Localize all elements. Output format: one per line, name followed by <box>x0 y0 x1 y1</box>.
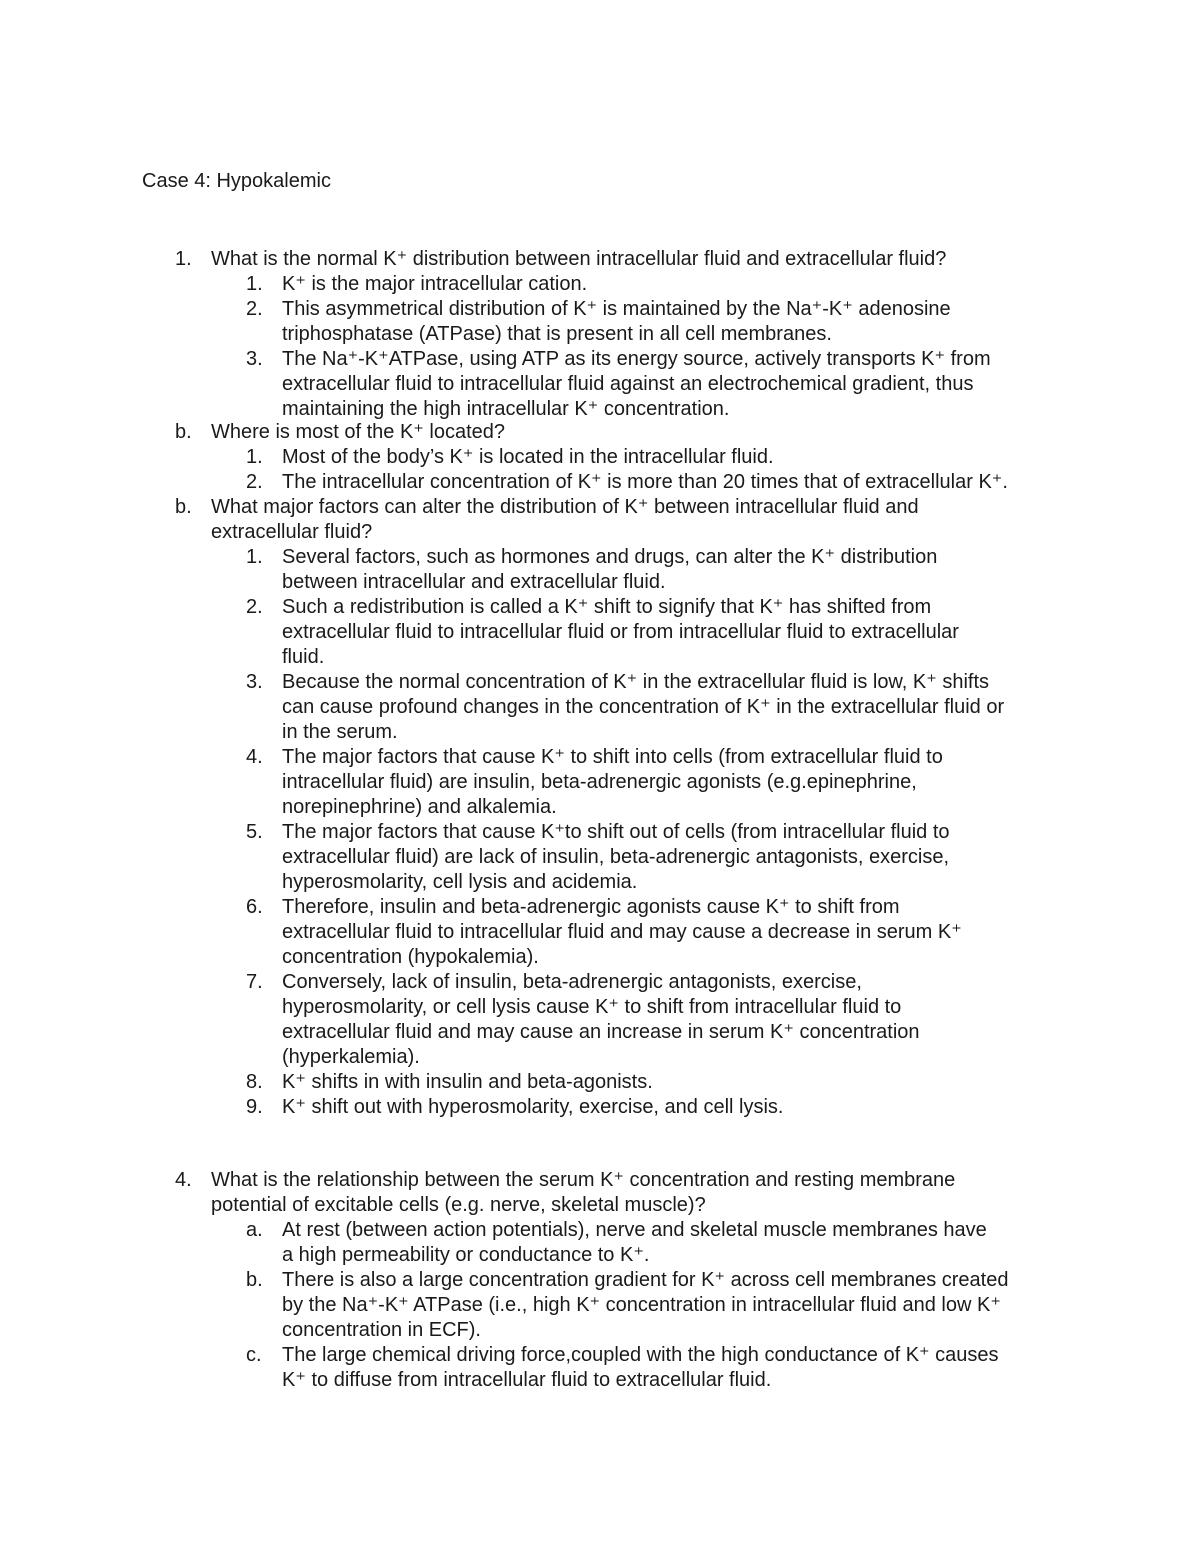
answer-text: Because the normal concentration of K⁺ in the extracellular fluid is low, K⁺ shifts <box>282 671 990 693</box>
answer-line <box>0 870 1200 895</box>
answer-line <box>0 445 1200 470</box>
answer-marker: 1. <box>246 546 263 568</box>
answer-line <box>0 695 1200 720</box>
answer-line <box>0 297 1200 322</box>
question-line <box>0 520 1200 545</box>
question-text: potential of excitable cells (e.g. nerve, skeletal muscle)? <box>211 1194 706 1216</box>
answer-marker: 6. <box>246 896 263 918</box>
answer-line <box>0 945 1200 970</box>
answer-marker: 9. <box>246 1096 263 1118</box>
answer-line <box>0 820 1200 845</box>
answer-line <box>0 645 1200 670</box>
answer-text: K⁺ is the major intracellular cation. <box>282 273 588 295</box>
answer-text: hyperosmolarity, or cell lysis cause K⁺ to shift from intracellular fluid to <box>282 996 902 1018</box>
answer-text: maintaining the high intracellular K⁺ concentration. <box>282 398 730 420</box>
answer-line <box>0 1343 1200 1368</box>
answer-line <box>0 720 1200 745</box>
answer-marker: b. <box>246 1269 263 1291</box>
answer-text: This asymmetrical distribution of K⁺ is maintained by the Na⁺-K⁺ adenosine <box>282 298 951 320</box>
question-text: Where is most of the K⁺ located? <box>211 421 506 443</box>
answer-marker: 4. <box>246 746 263 768</box>
answer-line <box>0 1293 1200 1318</box>
answer-line <box>0 745 1200 770</box>
answer-line <box>0 1268 1200 1293</box>
answer-text: Therefore, insulin and beta-adrenergic agonists cause K⁺ to shift from <box>282 896 900 918</box>
question-text: extracellular fluid? <box>211 521 373 543</box>
question-line <box>0 247 1200 272</box>
answer-marker: 2. <box>246 471 263 493</box>
answer-text: The intracellular concentration of K⁺ is more than 20 times that of extracellular K⁺. <box>282 471 1008 493</box>
answer-line <box>0 372 1200 397</box>
answer-text: concentration in ECF). <box>282 1319 481 1341</box>
answer-text: extracellular fluid to intracellular fluid or from intracellular fluid to extracellular <box>282 621 959 643</box>
question-text: What is the normal K⁺ distribution between intracellular fluid and extracellular fluid? <box>211 248 947 270</box>
question-text: What is the relationship between the serum K⁺ concentration and resting membrane <box>211 1169 956 1191</box>
answer-text: can cause profound changes in the concentration of K⁺ in the extracellular fluid or <box>282 696 1005 718</box>
answer-text: extracellular fluid to intracellular fluid against an electrochemical gradient, thus <box>282 373 974 395</box>
answer-text: K⁺ shift out with hyperosmolarity, exercise, and cell lysis. <box>282 1096 784 1118</box>
answer-marker: 5. <box>246 821 263 843</box>
answer-text: in the serum. <box>282 721 398 743</box>
answer-text: triphosphatase (ATPase) that is present in all cell membranes. <box>282 323 832 345</box>
answer-line <box>0 595 1200 620</box>
answer-line <box>0 1070 1200 1095</box>
answer-line <box>0 620 1200 645</box>
answer-text: K⁺ to diffuse from intracellular fluid to extracellular fluid. <box>282 1369 772 1391</box>
answer-marker: 8. <box>246 1071 263 1093</box>
document-title: Case 4: Hypokalemic <box>142 170 331 192</box>
answer-line <box>0 920 1200 945</box>
answer-text: between intracellular and extracellular fluid. <box>282 571 666 593</box>
answer-line <box>0 1045 1200 1070</box>
answer-line <box>0 545 1200 570</box>
answer-text: K⁺ shifts in with insulin and beta-agonists. <box>282 1071 653 1093</box>
question-line <box>0 1168 1200 1193</box>
question-marker: 1. <box>175 248 192 270</box>
answer-text: by the Na⁺-K⁺ ATPase (i.e., high K⁺ concentration in intracellular fluid and low K⁺ <box>282 1294 1001 1316</box>
answer-marker: 3. <box>246 671 263 693</box>
question-item <box>0 247 1200 422</box>
answer-text: Such a redistribution is called a K⁺ shift to signify that K⁺ has shifted from <box>282 596 932 618</box>
question-item <box>0 420 1200 495</box>
answer-line <box>0 1095 1200 1120</box>
answer-line <box>0 1218 1200 1243</box>
answer-line <box>0 770 1200 795</box>
question-item <box>0 495 1200 1120</box>
answer-line <box>0 795 1200 820</box>
question-marker: b. <box>175 421 192 443</box>
question-line <box>0 420 1200 445</box>
answer-line <box>0 1020 1200 1045</box>
question-marker: 4. <box>175 1169 192 1191</box>
answer-text: The large chemical driving force,coupled with the high conductance of K⁺ causes <box>282 1344 999 1366</box>
question-marker: b. <box>175 496 192 518</box>
question-line <box>0 495 1200 520</box>
answer-text: Conversely, lack of insulin, beta-adrenergic antagonists, exercise, <box>282 971 862 993</box>
answer-marker: c. <box>246 1344 262 1366</box>
answer-marker: a. <box>246 1219 263 1241</box>
answer-text: concentration (hypokalemia). <box>282 946 539 968</box>
answer-text: Several factors, such as hormones and drugs, can alter the K⁺ distribution <box>282 546 938 568</box>
answer-text: (hyperkalemia). <box>282 1046 420 1068</box>
answer-line <box>0 1243 1200 1268</box>
answer-marker: 1. <box>246 273 263 295</box>
answer-text: extracellular fluid) are lack of insulin, beta-adrenergic antagonists, exercise, <box>282 846 950 868</box>
answer-line <box>0 845 1200 870</box>
answer-line <box>0 570 1200 595</box>
answer-text: a high permeability or conductance to K⁺. <box>282 1244 650 1266</box>
answer-marker: 1. <box>246 446 263 468</box>
answer-line <box>0 1318 1200 1343</box>
answer-text: The Na⁺-K⁺ATPase, using ATP as its energy source, actively transports K⁺ from <box>282 348 991 370</box>
answer-text: There is also a large concentration gradient for K⁺ across cell membranes created <box>282 1269 1009 1291</box>
answer-text: The major factors that cause K⁺to shift out of cells (from intracellular fluid to <box>282 821 950 843</box>
answer-line <box>0 895 1200 920</box>
answer-marker: 2. <box>246 596 263 618</box>
question-line <box>0 1193 1200 1218</box>
answer-marker: 3. <box>246 348 263 370</box>
question-text: What major factors can alter the distribution of K⁺ between intracellular fluid and <box>211 496 919 518</box>
answer-line <box>0 670 1200 695</box>
answer-text: extracellular fluid to intracellular fluid and may cause a decrease in serum K⁺ <box>282 921 962 943</box>
answer-text: extracellular fluid and may cause an increase in serum K⁺ concentration <box>282 1021 920 1043</box>
answer-line <box>0 995 1200 1020</box>
answer-line <box>0 322 1200 347</box>
answer-text: fluid. <box>282 646 325 668</box>
answer-line <box>0 1368 1200 1393</box>
answer-marker: 7. <box>246 971 263 993</box>
answer-line <box>0 470 1200 495</box>
question-item <box>0 1168 1200 1393</box>
answer-text: norepinephrine) and alkalemia. <box>282 796 557 818</box>
answer-line <box>0 347 1200 372</box>
answer-text: intracellular fluid) are insulin, beta-adrenergic agonists (e.g.epinephrine, <box>282 771 917 793</box>
answer-text: Most of the body’s K⁺ is located in the intracellular fluid. <box>282 446 774 468</box>
answer-line <box>0 272 1200 297</box>
answer-line <box>0 970 1200 995</box>
answer-text: The major factors that cause K⁺ to shift into cells (from extracellular fluid to <box>282 746 943 768</box>
answer-line <box>0 397 1200 422</box>
answer-text: At rest (between action potentials), nerve and skeletal muscle membranes have <box>282 1219 987 1241</box>
answer-marker: 2. <box>246 298 263 320</box>
answer-text: hyperosmolarity, cell lysis and acidemia. <box>282 871 638 893</box>
